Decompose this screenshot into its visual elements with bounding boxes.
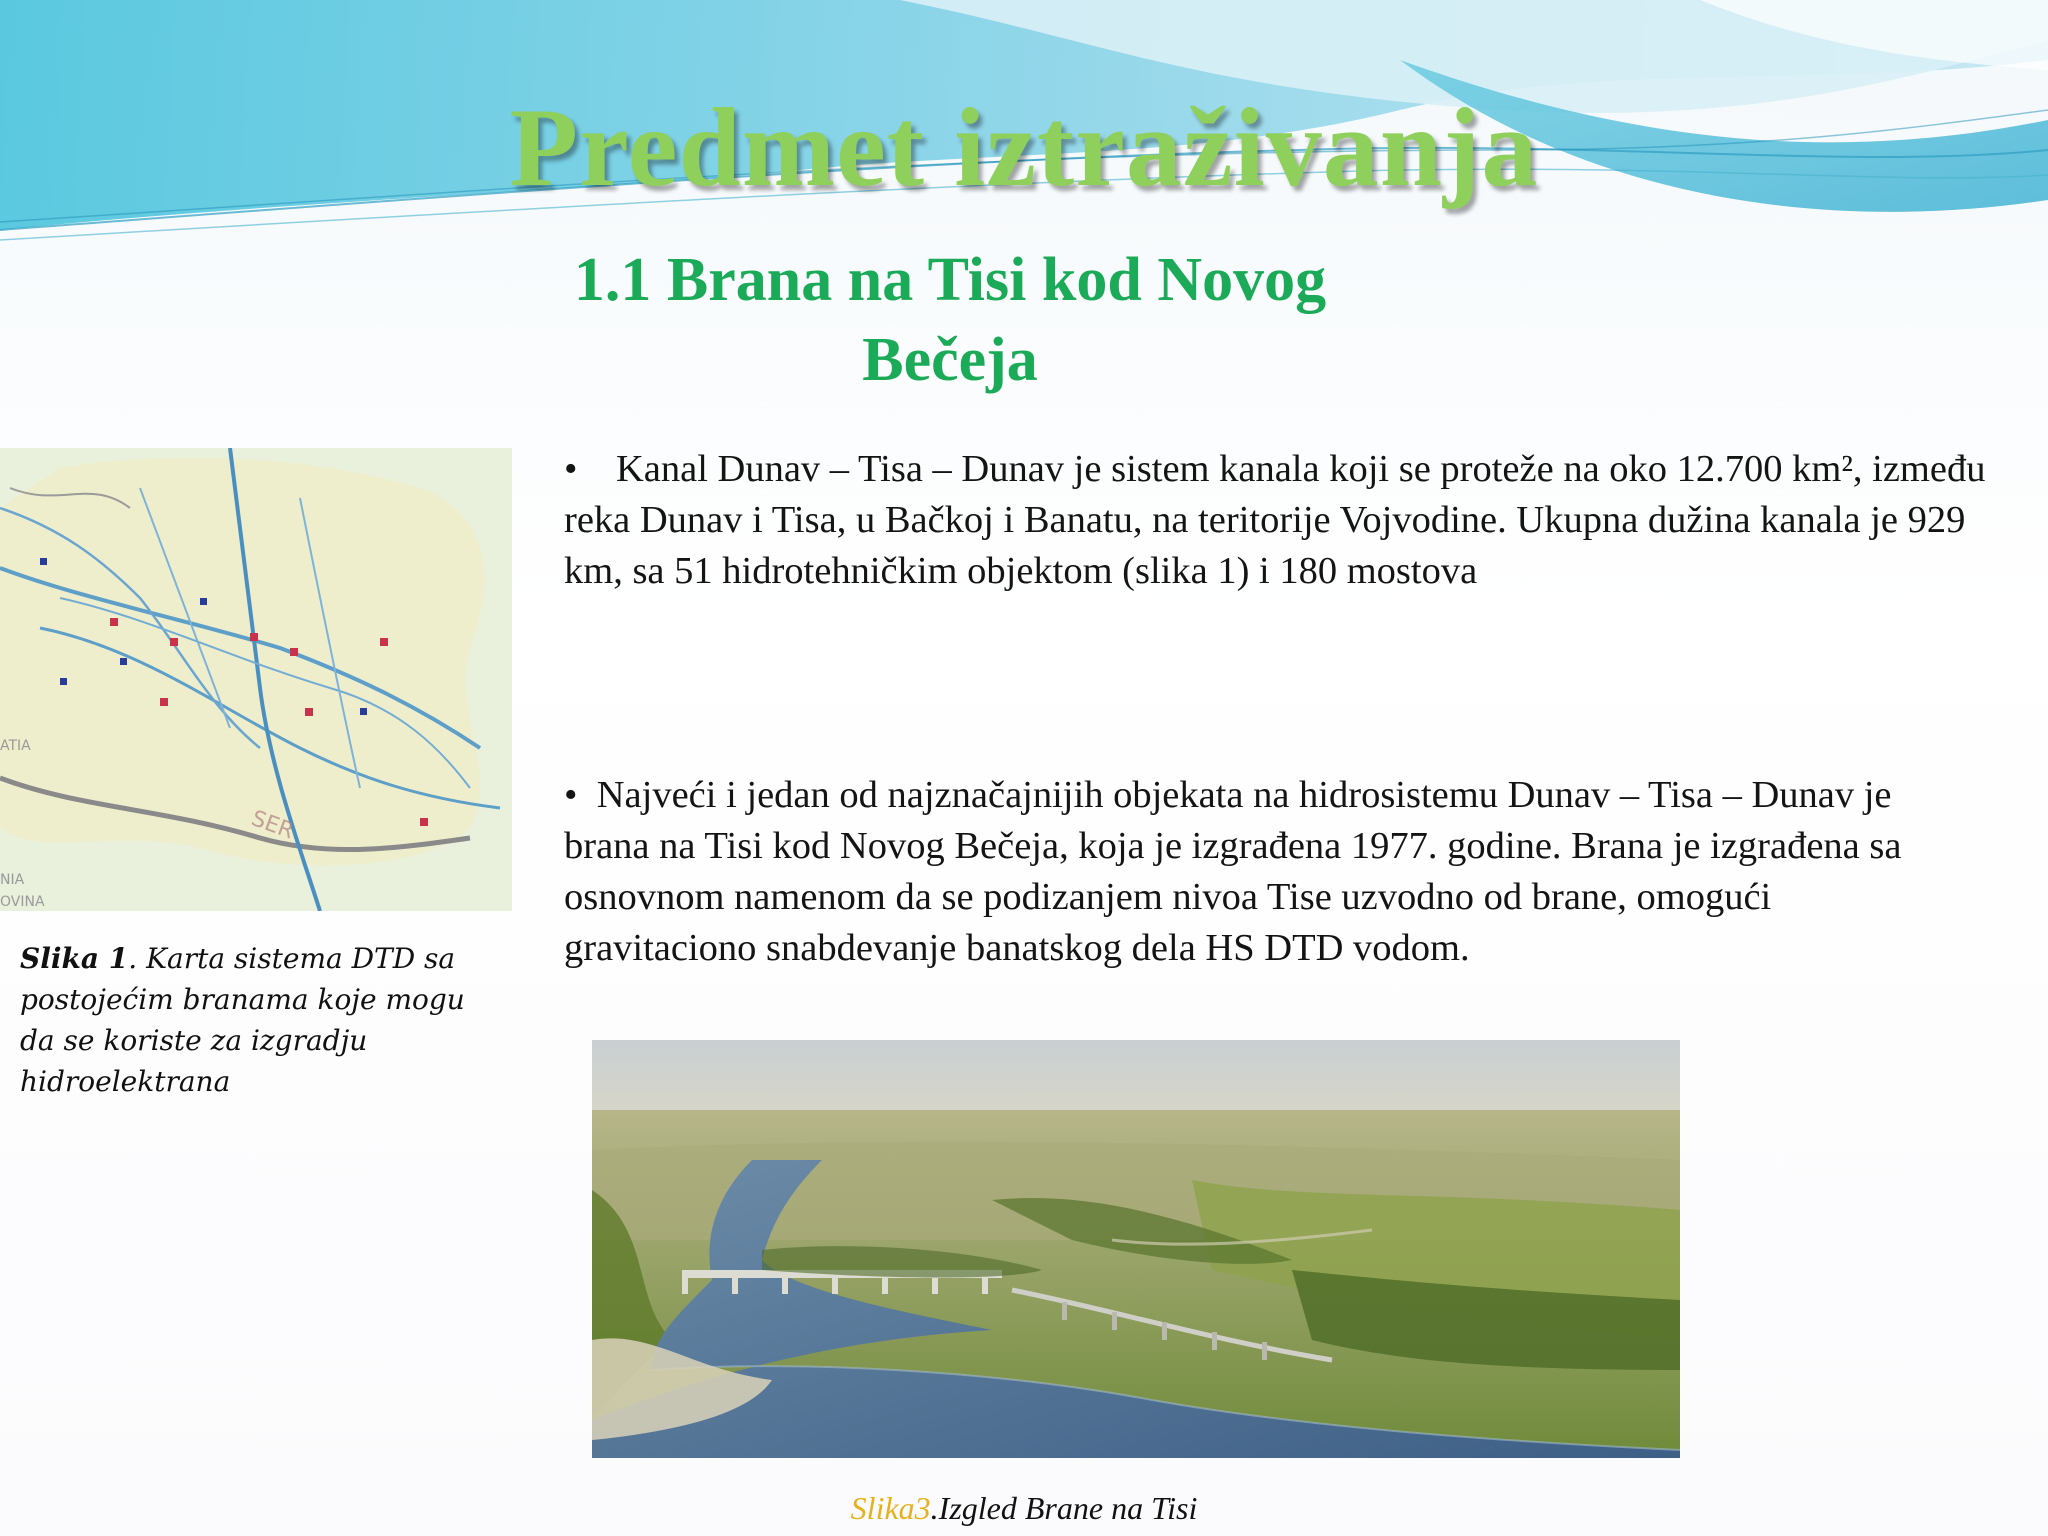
map-label: SER [247,806,298,845]
map-label: OVINA [0,894,45,910]
map-caption-text: . Karta sistema DTD sa postojećim branama koje mogu da se koriste za izgradju hidroelektrana [20,942,465,1098]
map-caption [20,938,490,1102]
dam-photo [592,1040,1680,1458]
slide-subtitle [500,240,1400,400]
map-label: NIA [0,872,25,888]
bullet-marker: • [564,448,578,490]
bullet-marker: • [564,774,578,816]
slide-title: Predmet iztraživanja [509,86,1539,210]
subtitle-line-1: 1.1 Brana na Tisi kod Novog [573,246,1327,314]
bullet-text: Kanal Dunav – Tisa – Dunav je sistem kanala koji se proteže na oko 12.700 km², između reka Dunav i Tisa, u Bačkoj i Banatu, na teritorije Vojvodine. Ukupna dužina kanala je 929 km, sa 51 hidrotehničkim objektom (slika 1) i 180 mostova [564,448,1986,592]
map-caption-label: Slika 1 [20,942,129,975]
bullet-text: Najveći i jedan od najznačajnijih objekata na hidrosistemu Dunav – Tisa – Dunav je brana na Tisi kod Novog Bečeja, koja je izgrađena 1977. godine. Brana je izgrađena sa osnovnom namenom da se podizanjem nivoa Tise uzvodno od brane, omogući gravitaciono snabdevanje banatskog dela HS DTD vodom. [564,774,1902,969]
dam-aerial-graphic [592,1040,1680,1458]
subtitle-line-2: Bečeja [862,326,1038,394]
map-label: ATIA [0,738,31,754]
photo-caption [0,1488,2048,1528]
photo-caption-text: .Izgled Brane na Tisi [930,1490,1198,1526]
photo-caption-label: Slika3 [850,1490,931,1526]
bullet-item [564,770,1964,974]
map-image [0,448,512,911]
dtd-canal-map-graphic [0,448,512,911]
bullet-item [564,444,2024,597]
